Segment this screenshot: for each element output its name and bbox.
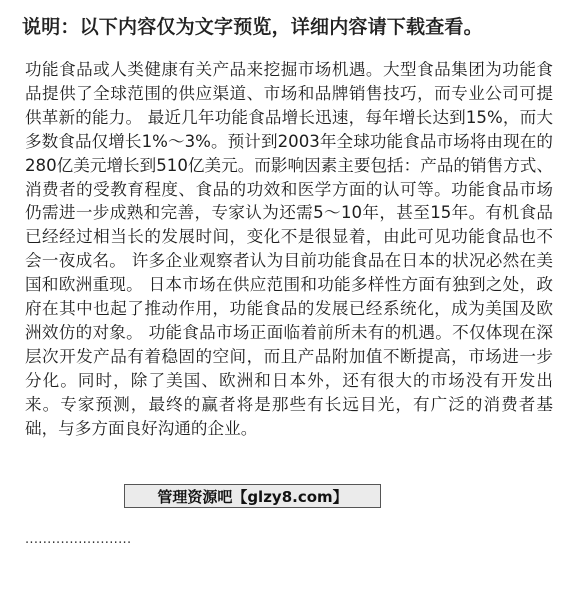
article-body: 功能食品或人类健康有关产品来挖掘市场机遇。大型食品集团为功能食品提供了全球范围的供应渠道、市场和品牌销售技巧，而专业公司可提供革新的能力。 最近几年功能食品增长迅速，每年增长达到15%，而大多数食品仅增长1%～3%。预计到2003年全球功能食品市场将由现在的280亿美元增长到510亿美元。而影响因素主要包括：产品的销售方式、消费者的受教育程度、食品的功效和医学方面的认可等。功能食品市场仍需进一步成熟和完善，专家认为还需5～10年，甚至15年。有机食品已经经过相当长的发展时间，变化不是很显着，由此可见功能食品也不会一夜成名。 许多企业观察者认为目前功能食品在日本的状况必然在美国和欧洲重现。 日本市场在供应范围和功能多样性方面有独到之处，政府在其中也起了推动作用，功能食品的发展已经系统化，成为美国及欧洲效仿的对象。 功能食品市场正面临着前所未有的机遇。不仅体现在深层次开发产品有着稳固的空间，而且产品附加值不断提高，市场进一步分化。同时，除了美国、欧洲和日本外，还有很大的市场没有开发出来。专家预测，最终的赢者将是那些有长远目光，有广泛的消费者基础，与多方面良好沟通的企业。 (25, 60, 553, 438)
preview-notice: 说明：以下内容仅为文字预览，详细内容请下载查看。 (22, 16, 483, 38)
watermark-label: 管理资源吧【glzy8.com】 (124, 484, 381, 508)
continuation-dots: ........................ (25, 532, 132, 547)
